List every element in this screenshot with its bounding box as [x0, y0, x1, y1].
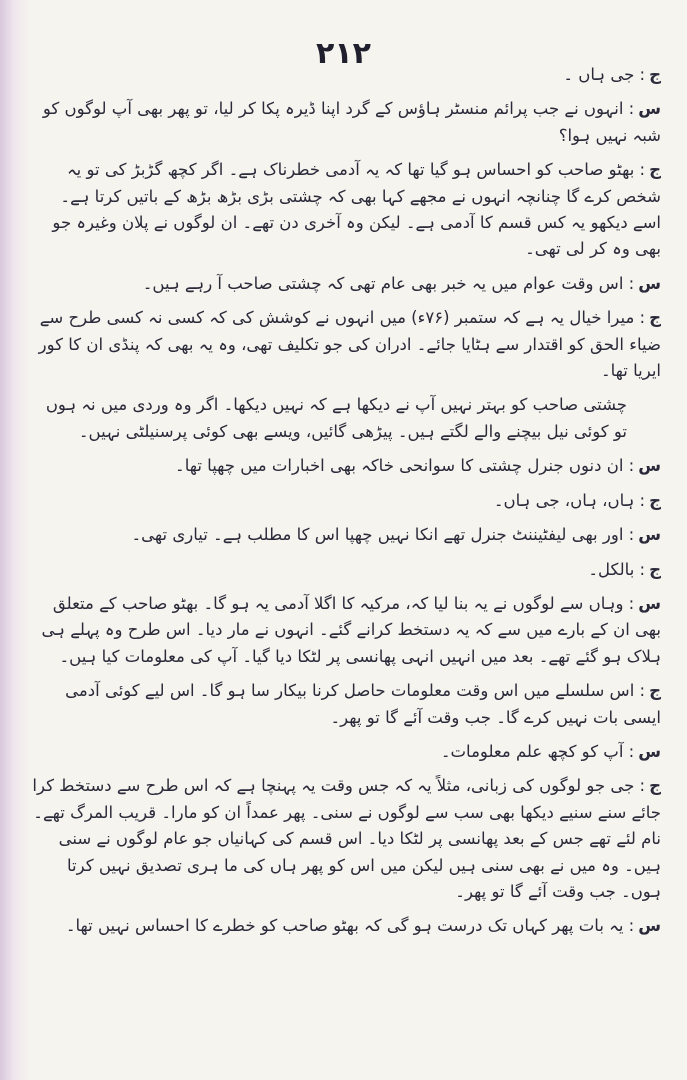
paragraph-text: : بھٹو صاحب کو احساس ہو گیا تھا کہ یہ آدمی خطرناک ہے۔ اگر کچھ گڑبڑ کی تو یہ شخص کرے گا چنانچہ انہوں نے مجھے کہا بھی کہ چشتی بڑی بڑھ بڑھ کے باتیں کرتا ہے۔ اسے دیکھو یہ کس قسم کا آدمی ہے۔ لیکن وہ آخری دن تھے۔ ان لوگوں نے پلان وغیرہ جو بھی وہ کر لی تھی۔ — [52, 160, 661, 259]
speaker-marker: س — [638, 916, 661, 936]
speaker-marker: س — [638, 99, 661, 119]
speaker-marker: ج — [649, 681, 661, 701]
speaker-marker: ج — [649, 65, 661, 84]
interview-text — [28, 62, 661, 1060]
interview-paragraph — [28, 557, 661, 583]
speaker-marker: ج — [649, 776, 661, 796]
interview-paragraph — [28, 157, 661, 263]
interview-paragraph — [28, 453, 661, 479]
interview-paragraph — [28, 678, 661, 731]
paragraph-text: : ان دنوں جنرل چشتی کا سوانحی خاکہ بھی اخبارات میں چھپا تھا۔ — [175, 456, 635, 476]
speaker-marker: ج — [649, 490, 661, 510]
speaker-marker: س — [638, 741, 661, 761]
interview-paragraph — [28, 96, 661, 149]
speaker-marker: س — [638, 593, 661, 613]
paragraph-text: : یہ بات پھر کہاں تک درست ہو گی کہ بھٹو صاحب کو خطرے کا احساس نہیں تھا۔ — [65, 916, 635, 936]
paragraph-text: چشتی صاحب کو بہتر نہیں آپ نے دیکھا ہے کہ نہیں دیکھا۔ اگر وہ وردی میں نہ ہوں تو کوئی نیل بیچنے والے لگتے ہیں۔ پیڑھی گائیں، ویسے بھی کوئی پرسنیلٹی نہیں۔ — [45, 395, 627, 441]
interview-paragraph — [28, 271, 661, 297]
paragraph-text: : اور بھی لیفٹیننٹ جنرل تھے انکا نہیں چھپا اس کا مطلب ہے۔ تیاری تھی۔ — [131, 525, 635, 545]
paragraph-text: : آپ کو کچھ علم معلومات۔ — [440, 741, 635, 761]
interview-paragraph — [28, 488, 661, 514]
paragraph-text: : ہاں، ہاں، جی ہاں۔ — [493, 490, 646, 510]
paragraph-text: : جی جو لوگوں کی زبانی، مثلاً یہ کہ جس وقت یہ پہنچا ہے کہ اس طرح سے دستخط کرا جائے سنے سنیے دیکھا بھی سب سے لوگوں نے سنی۔ پھر عمداً ان کو مارا۔ قریب المرگ تھے۔ نام لئے تھے جس کے بعد پھانسی پر لٹکا دیا۔ اس قسم کی کہانیاں جو عام لوگوں نے سنی ہیں۔ وہ میں نے بھی سنی ہیں لیکن میں اس کو پھر ہاں کی ما ہری تصدیق نہیں کرتا ہوں۔ جب وقت آئے گا تو پھر۔ — [32, 776, 661, 901]
page-number: ۲۱۲ — [316, 36, 371, 71]
interview-paragraph — [28, 392, 661, 445]
paragraph-text: : وہاں سے لوگوں نے یہ بنا لیا کہ، مرکیہ کا اگلا آدمی یہ ہو گا۔ بھٹو صاحب کے متعلق بھی ان کے بارے میں سے کہ یہ دستخط کرانے گئے۔ انہوں نے مار دیا۔ اس طرح وہ پہلے ہی ہلاک ہو گئے تھے۔ بعد میں انہیں انہی پھانسی پر لٹکا دیا گیا۔ آپ کی معلومات کیا ہیں۔ — [41, 593, 661, 666]
interview-paragraph — [28, 305, 661, 384]
paragraph-text: : انہوں نے جب پرائم منسٹر ہاؤس کے گرد اپنا ڈیرہ پکا کر لیا، تو پھر بھی آپ لوگوں کو شبہ نہیں ہوا؟ — [42, 99, 661, 145]
paragraph-text: : اس سلسلے میں اس وقت معلومات حاصل کرنا بیکار سا ہو گا۔ اس لیے کوئی آدمی ایسی بات نہیں کرے گا۔ جب وقت آئے گا تو پھر۔ — [65, 681, 661, 727]
paragraph-text: : جی ہاں ۔ — [563, 65, 646, 84]
interview-paragraph — [28, 913, 661, 939]
interview-paragraph — [28, 522, 661, 548]
interview-paragraph — [28, 773, 661, 905]
speaker-marker: ج — [649, 160, 661, 180]
interview-paragraph — [28, 591, 661, 670]
speaker-marker: ج — [649, 559, 661, 579]
speaker-marker: ج — [649, 308, 661, 328]
paragraph-text: : بالکل۔ — [588, 559, 646, 579]
paragraph-text: : میرا خیال یہ ہے کہ ستمبر (۷۶ء) میں انہوں نے کوشش کی کہ کسی نہ کسی طرح سے ضیاء الحق کو اقتدار سے ہٹایا جائے۔ ادران کی جو تکلیف تھی، وہ یہ بھی کہ پنڈی ان کا کور ایریا تھا۔ — [38, 308, 661, 381]
speaker-marker: س — [638, 525, 661, 545]
paragraph-text: : اس وقت عوام میں یہ خبر بھی عام تھی کہ چشتی صاحب آ رہے ہیں۔ — [142, 273, 635, 293]
speaker-marker: س — [638, 273, 661, 293]
speaker-marker: س — [638, 456, 661, 476]
interview-paragraph — [28, 739, 661, 765]
interview-paragraph — [28, 62, 661, 88]
